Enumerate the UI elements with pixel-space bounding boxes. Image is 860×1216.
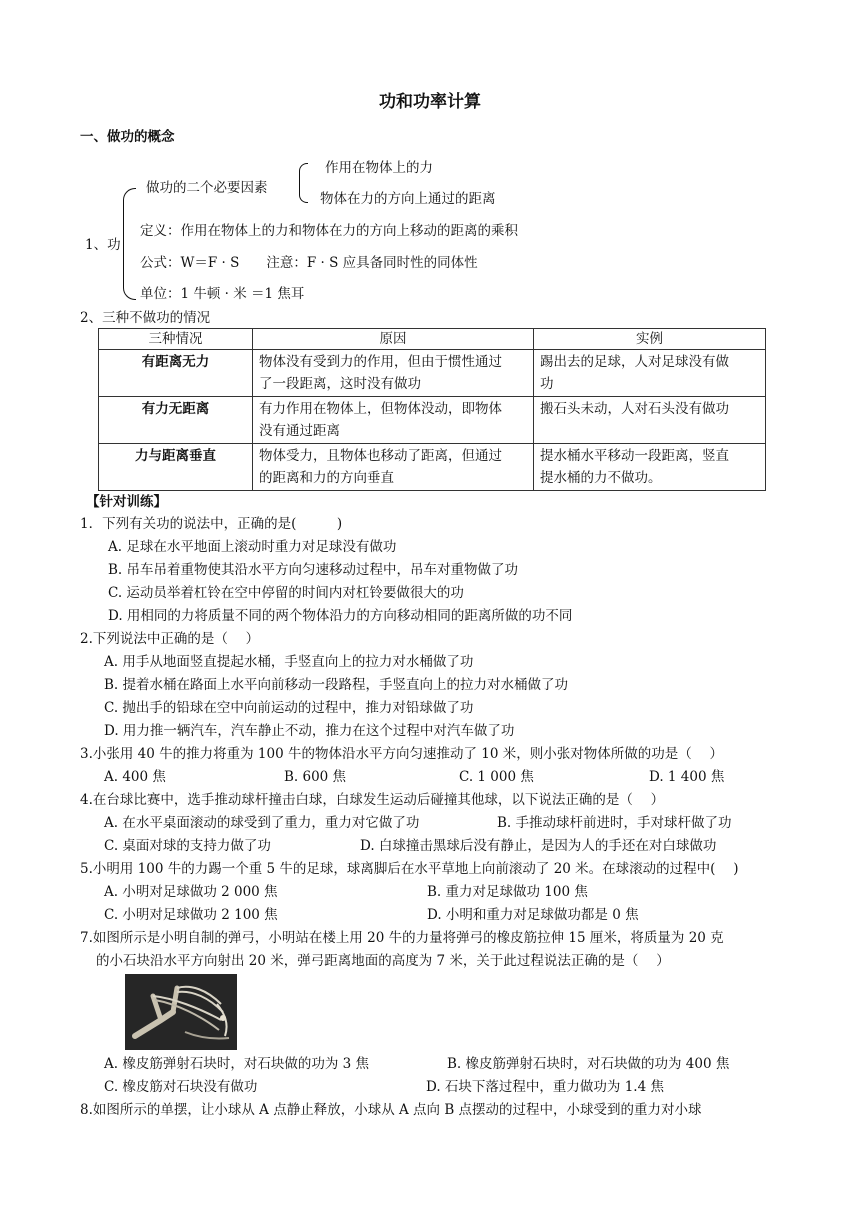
question-1-option-a: A. 足球在水平地面上滚动时重力对足球没有做功 xyxy=(108,539,397,555)
question-2-option-a: A. 用手从地面竖直提起水桶，手竖直向上的拉力对水桶做了功 xyxy=(104,654,474,670)
factor-brace xyxy=(299,163,308,203)
example-line: 功 xyxy=(540,376,554,392)
question-1-stem: 1．下列有关功的说法中，正确的是( ) xyxy=(80,516,343,532)
training-heading: 【针对训练】 xyxy=(86,494,167,510)
question-1-option-d: D. 用相同的力将质量不同的两个物体沿力的方向移动相同的距离所做的功不同 xyxy=(108,608,573,624)
reason-line: 物体没有受到力的作用，但由于惯性通过 xyxy=(259,354,502,370)
reason-line: 了一段距离，这时没有做功 xyxy=(259,376,421,392)
question-7-option-b: B. 橡皮筋弹射石块时，对石块做的功为 400 焦 xyxy=(447,1056,730,1072)
reason-line: 没有通过距离 xyxy=(259,423,340,439)
question-7-option-d: D. 石块下落过程中，重力做功为 1.4 焦 xyxy=(426,1079,664,1095)
question-3-option-d: D. 1 400 焦 xyxy=(649,769,725,785)
question-7-option-c: C. 橡皮筋对石块没有做功 xyxy=(104,1079,258,1095)
reason-line: 物体受力，且物体也移动了距离，但通过 xyxy=(259,448,502,464)
question-2-option-c: C. 抛出手的铅球在空中向前运动的过程中，推力对铅球做了功 xyxy=(104,700,474,716)
case-reason xyxy=(253,397,534,444)
slingshot-photo xyxy=(125,974,237,1050)
table-row xyxy=(99,444,766,491)
case-name: 有力无距离 xyxy=(99,397,253,444)
question-4-option-d: D. 白球撞击黑球后没有静止，是因为人的手还在对白球做功 xyxy=(360,838,717,854)
example-line: 搬石头未动，人对石头没有做功 xyxy=(540,401,729,417)
question-7-stem: 7.如图所示是小明自制的弹弓，小明站在楼上用 20 牛的力量将弹弓的橡皮筋拉伸 15 厘米，将质量为 20 克 xyxy=(80,930,724,946)
reason-line: 的距离和力的方向垂直 xyxy=(259,470,394,486)
case-name: 力与距离垂直 xyxy=(99,444,253,491)
question-1-option-c: C. 运动员举着杠铃在空中停留的时间内对杠铃要做很大的功 xyxy=(108,585,464,601)
question-4-stem: 4.在台球比赛中，选手推动球杆撞击白球，白球发生运动后碰撞其他球，以下说法正确的是（ ） xyxy=(80,792,665,808)
example-line: 提水桶水平移动一段距离，竖直 xyxy=(540,448,729,464)
table-header-cell: 实例 xyxy=(534,329,766,350)
case-example xyxy=(534,350,766,397)
reason-line: 有力作用在物体上，但物体没动，即物体 xyxy=(259,401,502,417)
example-line: 提水桶的力不做功。 xyxy=(540,470,662,486)
question-5-stem: 5.小明用 100 牛的力踢一个重 5 牛的足球，球离脚后在水平草地上向前滚动了 20 米。在球滚动的过程中( ) xyxy=(80,861,739,877)
question-4-option-a: A. 在水平桌面滚动的球受到了重力，重力对它做了功 xyxy=(104,815,420,831)
question-7-option-a: A. 橡皮筋弹射石块时，对石块做的功为 3 焦 xyxy=(104,1056,370,1072)
question-7-stem-cont: 的小石块沿水平方向射出 20 米，弹弓距离地面的高度为 7 米，关于此过程说法正确的是（ ） xyxy=(96,953,670,969)
question-3-option-c: C. 1 000 焦 xyxy=(459,769,534,785)
factor-1: 作用在物体上的力 xyxy=(325,160,433,176)
example-line: 踢出去的足球，人对足球没有做 xyxy=(540,354,729,370)
question-5-option-b: B. 重力对足球做功 100 焦 xyxy=(427,884,588,900)
question-2-option-b: B. 提着水桶在路面上水平向前移动一段路程，手竖直向上的拉力对水桶做了功 xyxy=(104,677,569,693)
section-heading-concept: 一、做功的概念 xyxy=(80,129,175,145)
unit: 单位：1 牛顿 · 米 ＝1 焦耳 xyxy=(140,286,305,302)
work-brace xyxy=(123,188,136,300)
table-header-cell: 三种情况 xyxy=(99,329,253,350)
question-3-option-a: A. 400 焦 xyxy=(104,769,166,785)
question-4-option-c: C. 桌面对球的支持力做了功 xyxy=(104,838,271,854)
factor-2: 物体在力的方向上通过的距离 xyxy=(320,191,496,207)
question-4-option-b: B. 手推动球杆前进时，手对球杆做了功 xyxy=(497,815,732,831)
question-5-option-d: D. 小明和重力对足球做功都是 0 焦 xyxy=(427,907,639,923)
definition: 定义：作用在物体上的力和物体在力的方向上移动的距离的乘积 xyxy=(140,223,518,239)
factors-label: 做功的二个必要因素 xyxy=(146,180,268,196)
table-header-cell: 原因 xyxy=(253,329,534,350)
table-row xyxy=(99,397,766,444)
work-label: 1、功 xyxy=(85,237,121,253)
page-title: 功和功率计算 xyxy=(379,92,481,112)
table-row xyxy=(99,350,766,397)
question-2-option-d: D. 用力推一辆汽车，汽车静止不动，推力在这个过程中对汽车做了功 xyxy=(104,723,515,739)
question-3-option-b: B. 600 焦 xyxy=(284,769,347,785)
formula: 公式：W＝F · S 注意：F · S 应具备同时性的同体性 xyxy=(140,255,478,271)
table-header-row xyxy=(99,329,766,350)
no-work-table xyxy=(98,328,766,491)
case-reason xyxy=(253,350,534,397)
case-name: 有距离无力 xyxy=(99,350,253,397)
section-heading-no-work: 2、三种不做功的情况 xyxy=(80,310,211,326)
question-5-option-c: C. 小明对足球做功 2 100 焦 xyxy=(104,907,278,923)
question-5-option-a: A. 小明对足球做功 2 000 焦 xyxy=(104,884,278,900)
case-example xyxy=(534,444,766,491)
question-2-stem: 2.下列说法中正确的是（ ） xyxy=(80,631,260,647)
question-3-stem: 3.小张用 40 牛的推力将重为 100 牛的物体沿水平方向匀速推动了 10 米，则小张对物体所做的功是（ ） xyxy=(80,746,724,762)
case-example xyxy=(534,397,766,444)
question-1-option-b: B. 吊车吊着重物使其沿水平方向匀速移动过程中，吊车对重物做了功 xyxy=(108,562,519,578)
case-reason xyxy=(253,444,534,491)
question-8-stem: 8.如图所示的单摆，让小球从 A 点静止释放，小球从 A 点向 B 点摆动的过程中，小球受到的重力对小球 xyxy=(80,1102,702,1118)
